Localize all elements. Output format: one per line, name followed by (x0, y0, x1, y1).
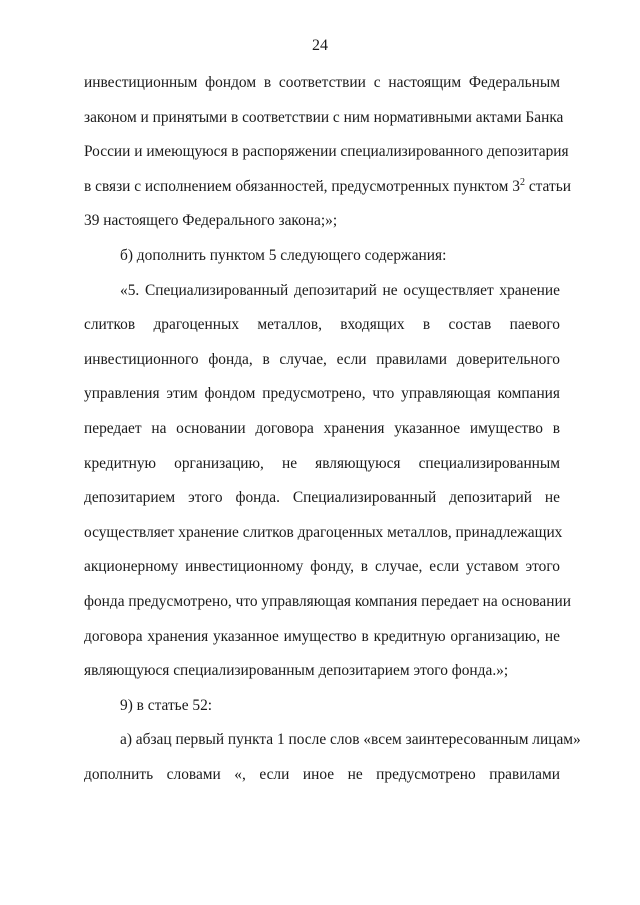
text-line: дополнить словами «, если иное не предусмотрено правилами (84, 765, 560, 783)
text-line: а) абзац первый пункта 1 после слов «всем заинтересованным лицам» (120, 731, 581, 749)
text-line: акционерному инвестиционному фонду, в случае, если уставом этого (84, 558, 560, 576)
text-line: «5. Специализированный депозитарий не осуществляет хранение (120, 281, 560, 299)
text-line: слитков драгоценных металлов, входящих в состав паевого (84, 316, 560, 334)
text-line: фонда предусмотрено, что управляющая компания передает на основании (84, 592, 571, 610)
text-fragment: статьи (524, 177, 571, 195)
text-line: инвестиционного фонда, в случае, если правилами доверительного (84, 350, 560, 368)
superscript: 2 (519, 176, 525, 188)
text-line: б) дополнить пунктом 5 следующего содержания: (120, 246, 447, 264)
document-body (84, 66, 581, 792)
text-line: кредитную организацию, не являющуюся специализированным (84, 454, 560, 472)
text-line: управления этим фондом предусмотрено, что управляющая компания (84, 385, 560, 403)
text-line: договора хранения указанное имущество в кредитную организацию, не (84, 627, 560, 645)
text-line: депозитарием этого фонда. Специализированный депозитарий не (84, 489, 560, 507)
text-line: 39 настоящего Федерального закона;»; (84, 212, 338, 230)
text-line: законом и принятыми в соответствии с ним нормативными актами Банка (84, 108, 564, 126)
text-line: являющуюся специализированным депозитарием этого фонда.»; (84, 662, 509, 680)
page-number: 24 (312, 37, 328, 54)
text-line: осуществляет хранение слитков драгоценных металлов, принадлежащих (84, 523, 563, 541)
text-fragment: в связи с исполнением обязанностей, предусмотренных пунктом 3 (84, 177, 520, 195)
text-line: передает на основании договора хранения указанное имущество в (84, 419, 560, 437)
text-line: инвестиционным фондом в соответствии с настоящим Федеральным (84, 74, 560, 91)
text-line: 9) в статье 52: (120, 696, 213, 714)
text-line-with-superscript (84, 170, 571, 205)
text-line: России и имеющуюся в распоряжении специализированного депозитария (84, 143, 569, 161)
